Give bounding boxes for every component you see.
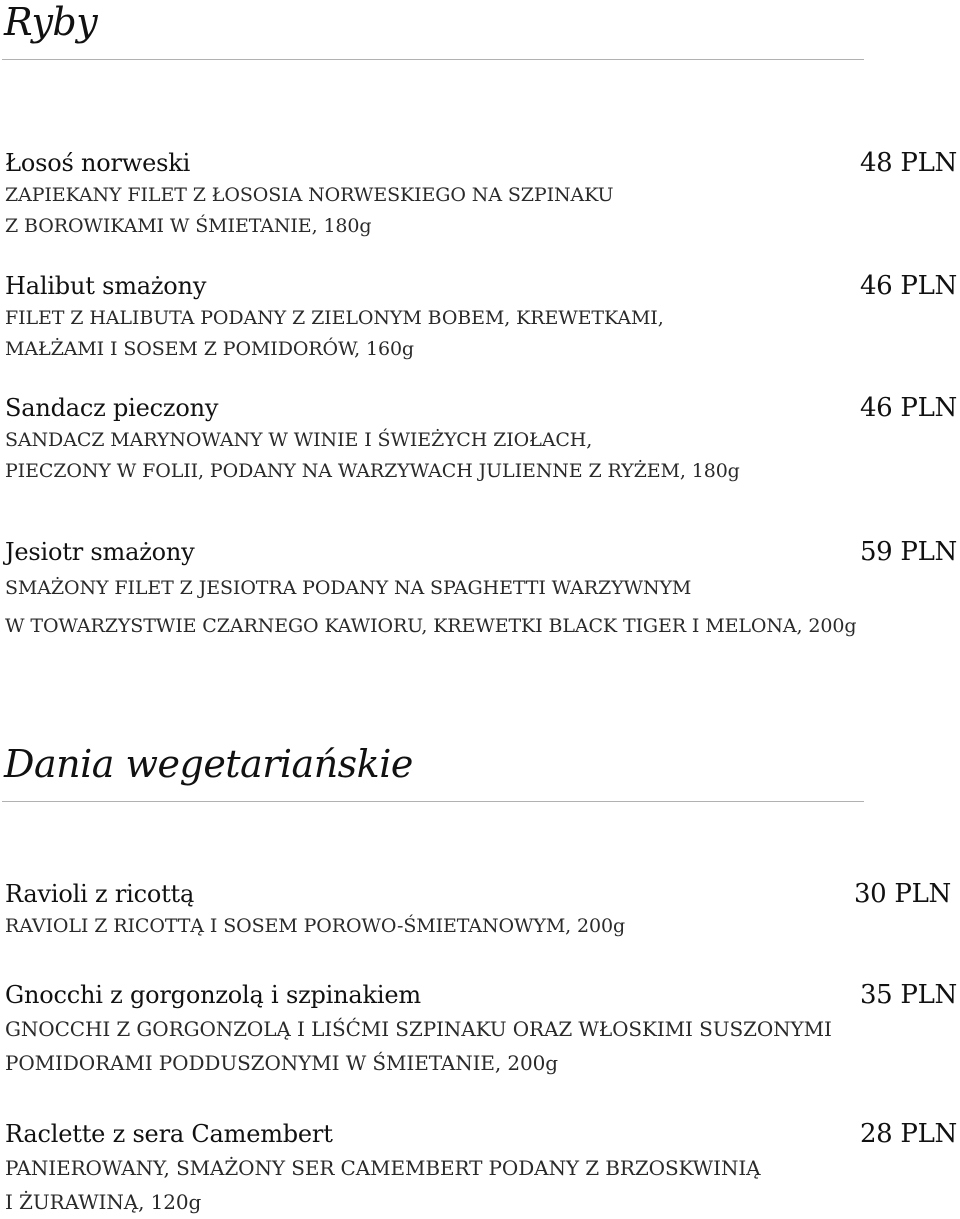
item-name: Halibut smażony (5, 272, 207, 300)
item-description-line: POMIDORAMI PODDUSZONYMI W ŚMIETANIE, 200g (5, 1051, 558, 1075)
item-description (5, 180, 957, 242)
item-description (5, 911, 957, 942)
item-description-line: MAŁŻAMI I SOSEM Z POMIDORÓW, 160g (5, 338, 414, 360)
section-divider (2, 801, 864, 802)
menu-item-raclette (5, 1117, 957, 1219)
item-description (5, 425, 957, 487)
item-description-line: W TOWARZYSTWIE CZARNEGO KAWIORU, KREWETKI BLACK TIGER I MELONA, 200g (5, 615, 857, 637)
section-title-ryby: Ryby (4, 0, 98, 44)
item-description (5, 569, 957, 645)
item-name: Raclette z sera Camembert (5, 1120, 333, 1148)
menu-item-jesiotr (5, 535, 957, 645)
menu-item-gnocchi (5, 978, 957, 1080)
item-description-line: RAVIOLI Z RICOTTĄ I SOSEM POROWO-ŚMIETANOWYM, 200g (5, 915, 626, 937)
item-description-line: FILET Z HALIBUTA PODANY Z ZIELONYM BOBEM, KREWETKAMI, (5, 307, 664, 329)
item-price: 46 PLN (859, 393, 957, 423)
item-price: 46 PLN (859, 271, 957, 301)
item-name: Łosoś norweski (5, 149, 191, 177)
item-description-line: GNOCCHI Z GORGONZOLĄ I LIŚĆMI SZPINAKU ORAZ WŁOSKIMI SUSZONYMI (5, 1017, 832, 1041)
item-price: 35 PLN (859, 980, 957, 1010)
item-description-line: ZAPIEKANY FILET Z ŁOSOSIA NORWESKIEGO NA SZPINAKU (5, 184, 614, 206)
item-price: 59 PLN (859, 537, 957, 567)
item-description (5, 1012, 957, 1080)
item-name: Ravioli z ricottą (5, 880, 195, 908)
menu-item-ravioli (5, 877, 957, 942)
section-divider (2, 59, 864, 60)
item-description-line: SMAŻONY FILET Z JESIOTRA PODANY NA SPAGHETTI WARZYWNYM (5, 577, 692, 599)
section-title-dania-wegetarianskie: Dania wegetariańskie (4, 742, 413, 786)
item-description (5, 1151, 957, 1219)
item-name: Gnocchi z gorgonzolą i szpinakiem (5, 981, 421, 1009)
item-name: Sandacz pieczony (5, 394, 219, 422)
menu-item-sandacz (5, 391, 957, 487)
item-description-line: I ŻURAWINĄ, 120g (5, 1190, 202, 1214)
item-description-line: PIECZONY W FOLII, PODANY NA WARZYWACH JULIENNE Z RYŻEM, 180g (5, 460, 740, 482)
item-description (5, 303, 957, 365)
menu-item-halibut (5, 269, 957, 365)
menu-item-losos (5, 146, 957, 242)
item-price: 48 PLN (859, 148, 957, 178)
item-description-line: SANDACZ MARYNOWANY W WINIE I ŚWIEŻYCH ZIOŁACH, (5, 429, 593, 451)
item-description-line: PANIEROWANY, SMAŻONY SER CAMEMBERT PODANY Z BRZOSKWINIĄ (5, 1156, 761, 1180)
item-price: 28 PLN (859, 1119, 957, 1149)
item-name: Jesiotr smażony (5, 538, 195, 566)
item-price: 30 PLN (853, 879, 951, 909)
item-description-line: Z BOROWIKAMI W ŚMIETANIE, 180g (5, 215, 372, 237)
